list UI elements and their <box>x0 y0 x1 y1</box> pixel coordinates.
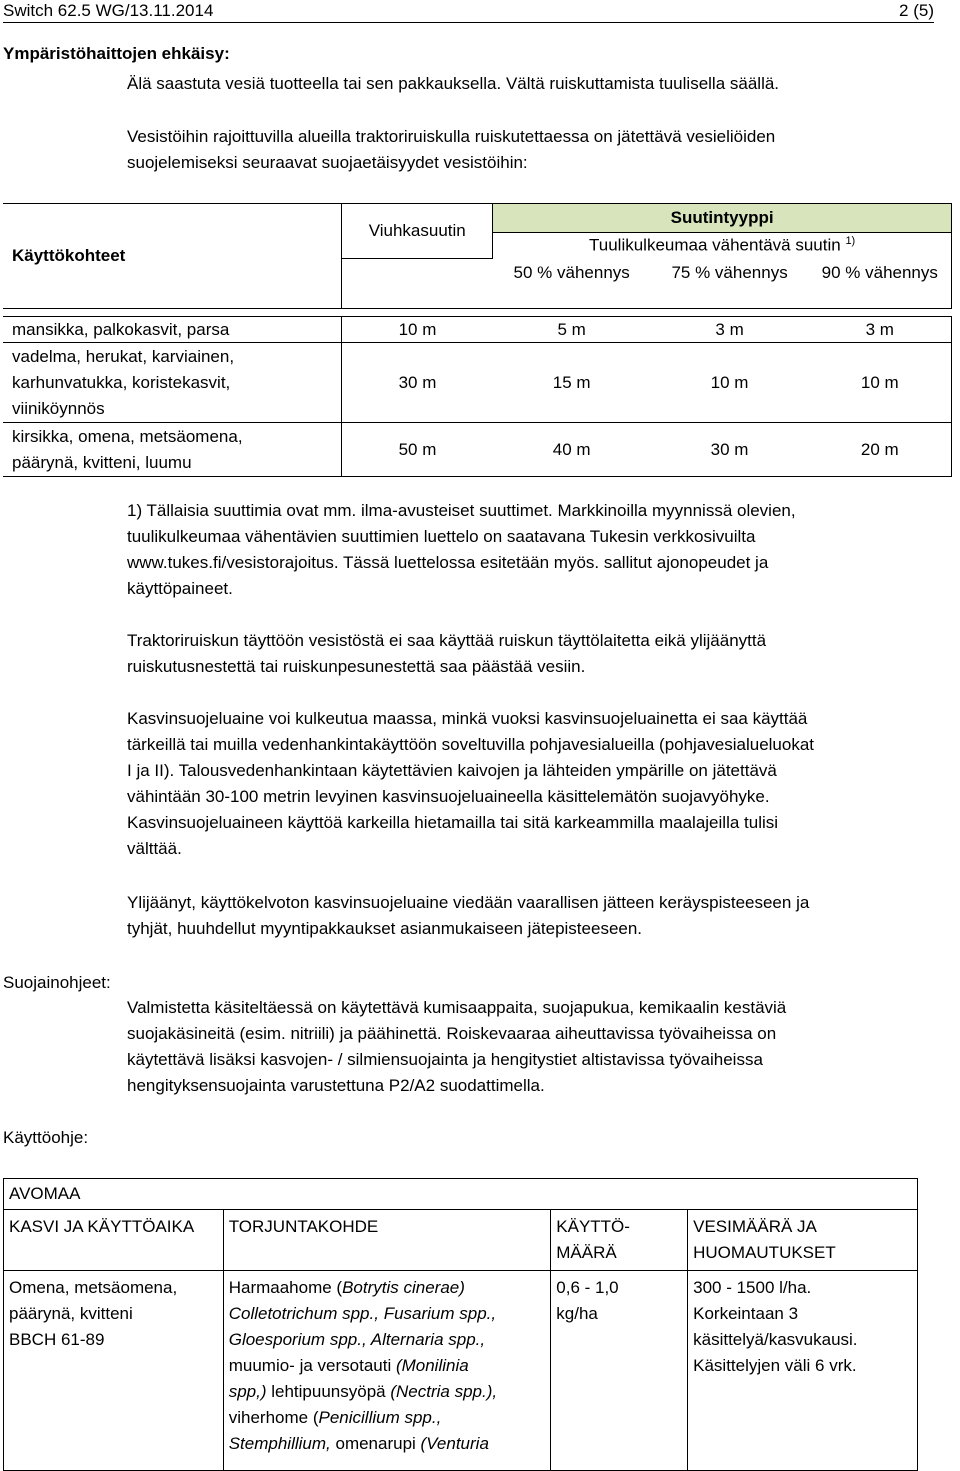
paragraph-line: Ylijäänyt, käyttökelvoton kasvinsuojeluaine viedään vaarallisen jätteen keräyspisteeseen ja <box>127 893 810 912</box>
footnote-line: tuulikulkeumaa vähentävien suuttimien luettelo on saatavana Tukesin verkkosivuilta <box>127 527 756 546</box>
protection-heading: Suojainohjeet: <box>3 973 111 992</box>
target-text: Harmaahome ( <box>228 1278 343 1297</box>
table-row <box>3 343 952 423</box>
dose-line: kg/ha <box>556 1304 598 1323</box>
target-text: (Venturia <box>420 1434 489 1453</box>
target-text: Penicillium spp., <box>318 1408 442 1427</box>
crop-cell <box>4 1271 224 1471</box>
waste-paragraph <box>127 890 927 942</box>
tractor-paragraph <box>127 628 927 680</box>
target-text: Fusarium spp., <box>383 1304 497 1323</box>
paragraph-line: välttää. <box>127 839 182 858</box>
target-line: Gloesporium spp., Alternaria spp., <box>228 1330 486 1349</box>
crop-line: viiniköynnös <box>12 398 105 418</box>
value-cell: 10 m <box>809 343 952 423</box>
crop-cell <box>3 423 342 477</box>
target-text: spp., <box>337 1304 384 1323</box>
crop-cell: mansikka, palkokasvit, parsa <box>3 317 342 343</box>
paragraph-line: vähintään 30-100 metrin levyinen kasvinsuojeluaineella käsittelemätön suojavyöhyke. <box>127 787 770 806</box>
col-header-90: 90 % vähennys <box>809 259 952 309</box>
value-cell: 50 m <box>342 423 493 477</box>
footnote-line: käyttöpaineet. <box>127 579 233 598</box>
col-header-75: 75 % vähennys <box>651 259 809 309</box>
value-cell: 10 m <box>651 343 809 423</box>
paragraph-line: tyhjät, huuhdellut myyntipakkaukset asianmukaiseen jätepisteeseen. <box>127 919 643 938</box>
footnote-line: 1) Tällaisia suuttimia ovat mm. ilma-avusteiset suuttimet. Markkinoilla myynnissä olevien, <box>127 501 796 520</box>
target-cell <box>223 1271 551 1471</box>
value-cell: 20 m <box>809 423 952 477</box>
paragraph-line: I ja II). Talousvedenhankintaan käytettävien kaivojen ja lähteiden ympärille on jätettävä <box>127 761 777 780</box>
paragraph-line: Valmistetta käsiteltäessä on käytettävä kumisaappaita, suojapukua, kemikaalin kestäviä <box>127 998 787 1017</box>
col-header-50: 50 % vähennys <box>493 259 651 309</box>
value-cell: 3 m <box>651 317 809 343</box>
target-line <box>229 1405 546 1431</box>
target-line <box>229 1431 546 1457</box>
water-cell <box>688 1271 918 1471</box>
target-text: Stemphillium, <box>228 1434 331 1453</box>
dose-cell <box>551 1271 688 1471</box>
target-text: muumio- ja versotauti <box>228 1356 396 1375</box>
paragraph-line: tärkeillä tai muilla vedenhankintakäyttöön soveltuvilla pohjavesialueilla (pohjavesialueluokat <box>127 735 815 754</box>
paragraph-line: hengityksensuojainta varustettuna P2/A2 suodattimella. <box>127 1076 545 1095</box>
page-header <box>3 0 934 23</box>
paragraph-line: ruiskutusnestettä tai ruiskunpesunestettä saa päästää vesiin. <box>127 657 586 676</box>
col-header-water-line: HUOMAUTUKSET <box>693 1243 836 1262</box>
paragraph-line: käytettävä lisäksi kasvojen- / silmiensuojainta ja hengitystiet altistavissa työvaiheissa <box>127 1050 763 1069</box>
col-header-dose-line: MÄÄRÄ <box>556 1243 617 1262</box>
col-header-fan: Viuhkasuutin <box>342 204 493 259</box>
value-cell: 30 m <box>342 343 493 423</box>
usage-table <box>3 1178 918 1471</box>
footnote-line: www.tukes.fi/vesistorajoitus. Tässä luettelossa esitetään myös. sallitut ajonopeudet ja <box>127 553 769 572</box>
col-header-dose-line: KÄYTTÖ- <box>556 1217 630 1236</box>
value-cell: 40 m <box>493 423 651 477</box>
target-text: viherhome ( <box>228 1408 319 1427</box>
footnote <box>127 498 927 602</box>
water-line: Käsittelyjen väli 6 vrk. <box>693 1356 857 1375</box>
empty-cell <box>342 259 493 309</box>
water-line: 300 - 1500 l/ha. <box>693 1278 812 1297</box>
crop-line: päärynä, kvitteni <box>9 1304 133 1323</box>
target-text: spp,) <box>228 1382 267 1401</box>
col-header-nozzle-type: Suutintyyppi <box>493 204 952 233</box>
groundwater-paragraph <box>127 706 927 862</box>
crop-cell <box>3 343 342 423</box>
col-header-water-line: VESIMÄÄRÄ JA <box>693 1217 817 1236</box>
value-cell: 5 m <box>493 317 651 343</box>
target-text: Colletotrichum <box>228 1304 338 1323</box>
water-line: käsittelyä/kasvukausi. <box>693 1330 858 1349</box>
col-header-drift-label: Tuulikulkeumaa vähentävä suutin <box>589 236 841 256</box>
env-line-2: Vesistöihin rajoittuvilla alueilla traktoriruiskulla ruiskutettaessa on jätettävä vesieliöiden <box>127 127 776 146</box>
crop-line: vadelma, herukat, karviainen, <box>12 346 235 366</box>
usage-heading: Käyttöohje: <box>3 1128 89 1147</box>
crop-line: kirsikka, omena, metsäomena, <box>12 426 243 446</box>
crop-line: BBCH 61-89 <box>9 1330 105 1349</box>
table-row <box>3 423 952 477</box>
col-header-drift <box>493 233 952 259</box>
footnote-mark: 1) <box>845 235 856 248</box>
target-text: omenarupi <box>330 1434 421 1453</box>
buffer-zone-table <box>3 203 952 477</box>
table-row <box>3 317 952 343</box>
paragraph-line: Traktoriruiskun täyttöön vesistöstä ei saa käyttää ruiskun täyttölaitetta eikä ylijäänyttä <box>127 631 767 650</box>
usage-table-title: AVOMAA <box>4 1179 918 1210</box>
col-header-water <box>688 1210 918 1271</box>
crop-line: karhunvatukka, koristekasvit, <box>12 372 231 392</box>
dose-line: 0,6 - 1,0 <box>556 1278 619 1297</box>
value-cell: 15 m <box>493 343 651 423</box>
col-header-dose <box>551 1210 688 1271</box>
col-header-target: TORJUNTAKOHDE <box>223 1210 551 1271</box>
target-line <box>229 1301 546 1327</box>
target-line <box>229 1275 546 1301</box>
env-line-3: suojelemiseksi seuraavat suojaetäisyydet vesistöihin: <box>127 153 528 172</box>
target-text: (Monilinia <box>395 1356 469 1375</box>
target-text: (Nectria spp.), <box>390 1382 498 1401</box>
paragraph-line: suojakäsineitä (esim. nitriili) ja päähinettä. Roiskevaaraa aiheuttavissa työvaiheissa on <box>127 1024 777 1043</box>
env-line-1: Älä saastuta vesiä tuotteella tai sen pakkauksella. Vältä ruiskuttamista tuulisella säällä. <box>127 74 780 93</box>
paragraph-line: Kasvinsuojeluaine voi kulkeutua maassa, minkä vuoksi kasvinsuojeluainetta ei saa käyttää <box>127 709 808 728</box>
paragraph-line: Kasvinsuojeluaineen käyttöä karkeilla hietamailla tai sitä karkeammilla maalajeilla tulisi <box>127 813 779 832</box>
target-line <box>229 1353 546 1379</box>
protection-paragraph <box>127 995 927 1099</box>
target-line <box>229 1379 546 1405</box>
target-text: lehtipuunsyöpä <box>266 1382 391 1401</box>
crop-line: päärynä, kvitteni, luumu <box>12 452 192 472</box>
col-header-use: Käyttökohteet <box>3 204 342 309</box>
value-cell: 10 m <box>342 317 493 343</box>
page-number: 2 (5) <box>899 1 934 20</box>
crop-line: Omena, metsäomena, <box>9 1278 178 1297</box>
water-line: Korkeintaan 3 <box>693 1304 799 1323</box>
target-text: Botrytis cinerae) <box>342 1278 465 1297</box>
value-cell: 3 m <box>809 317 952 343</box>
col-header-crop: KASVI JA KÄYTTÖAIKA <box>4 1210 224 1271</box>
env-heading: Ympäristöhaittojen ehkäisy: <box>3 44 230 63</box>
doc-title: Switch 62.5 WG/13.11.2014 <box>3 1 214 20</box>
value-cell: 30 m <box>651 423 809 477</box>
